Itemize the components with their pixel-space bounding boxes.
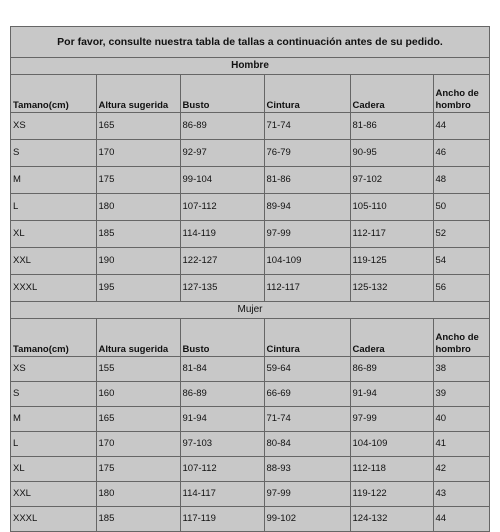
table-cell: 80-84 — [264, 432, 350, 457]
table-mujer — [11, 319, 489, 531]
size-chart — [10, 26, 490, 532]
table-cell: XS — [11, 113, 96, 140]
table-cell: S — [11, 140, 96, 167]
table-cell: 165 — [96, 113, 180, 140]
table-cell: 42 — [433, 457, 489, 482]
column-header: Busto — [180, 319, 264, 357]
section-title-hombre: Hombre — [11, 58, 489, 75]
table-cell: 76-79 — [264, 140, 350, 167]
table-cell: 104-109 — [350, 432, 433, 457]
table-cell: 41 — [433, 432, 489, 457]
table-cell: 127-135 — [180, 275, 264, 302]
table-cell: 92-97 — [180, 140, 264, 167]
table-cell: XXXL — [11, 275, 96, 302]
table-cell: 155 — [96, 357, 180, 382]
table-row — [11, 432, 489, 457]
table-cell: 99-104 — [180, 167, 264, 194]
table-cell: 88-93 — [264, 457, 350, 482]
table-cell: L — [11, 194, 96, 221]
table-cell: 97-99 — [264, 482, 350, 507]
table-cell: XS — [11, 357, 96, 382]
table-cell: 180 — [96, 194, 180, 221]
table-cell: 125-132 — [350, 275, 433, 302]
table-row — [11, 382, 489, 407]
table-row — [11, 113, 489, 140]
table-cell: 170 — [96, 432, 180, 457]
table-cell: 117-119 — [180, 507, 264, 532]
table-cell: 71-74 — [264, 407, 350, 432]
table-cell: 105-110 — [350, 194, 433, 221]
table-row — [11, 194, 489, 221]
table-row — [11, 407, 489, 432]
table-cell: 46 — [433, 140, 489, 167]
table-cell: 185 — [96, 507, 180, 532]
table-cell: 97-103 — [180, 432, 264, 457]
table-row — [11, 482, 489, 507]
table-cell: 54 — [433, 248, 489, 275]
column-header: Tamano(cm) — [11, 319, 96, 357]
table-row — [11, 357, 489, 382]
table-row — [11, 221, 489, 248]
table-cell: 44 — [433, 113, 489, 140]
table-cell: L — [11, 432, 96, 457]
table-cell: 40 — [433, 407, 489, 432]
column-header: Tamano(cm) — [11, 75, 96, 113]
table-cell: XXL — [11, 248, 96, 275]
table-cell: 86-89 — [180, 382, 264, 407]
column-header: Cadera — [350, 319, 433, 357]
table-row — [11, 248, 489, 275]
table-cell: 56 — [433, 275, 489, 302]
table-cell: 122-127 — [180, 248, 264, 275]
table-cell: M — [11, 407, 96, 432]
table-cell: 112-117 — [264, 275, 350, 302]
table-cell: 59-64 — [264, 357, 350, 382]
table-cell: XL — [11, 221, 96, 248]
table-cell: 124-132 — [350, 507, 433, 532]
table-cell: 114-119 — [180, 221, 264, 248]
column-header: Altura sugerida — [96, 75, 180, 113]
table-header-row — [11, 319, 489, 357]
table-cell: 89-94 — [264, 194, 350, 221]
table-cell: 175 — [96, 457, 180, 482]
table-cell: 91-94 — [350, 382, 433, 407]
table-cell: 52 — [433, 221, 489, 248]
table-cell: 185 — [96, 221, 180, 248]
table-cell: 112-118 — [350, 457, 433, 482]
table-cell: M — [11, 167, 96, 194]
table-cell: 86-89 — [350, 357, 433, 382]
column-header: Cintura — [264, 75, 350, 113]
table-cell: 50 — [433, 194, 489, 221]
column-header: Altura sugerida — [96, 319, 180, 357]
table-row — [11, 507, 489, 532]
section-title-mujer: Mujer — [11, 301, 489, 319]
table-cell: 86-89 — [180, 113, 264, 140]
table-cell: 44 — [433, 507, 489, 532]
column-header: Ancho de hombro — [433, 319, 489, 357]
table-cell: 107-112 — [180, 457, 264, 482]
table-row — [11, 167, 489, 194]
notice-text: Por favor, consulte nuestra tabla de tallas a continuación antes de su pedido. — [11, 27, 489, 58]
table-cell: XXL — [11, 482, 96, 507]
table-cell: 39 — [433, 382, 489, 407]
table-cell: 180 — [96, 482, 180, 507]
table-row — [11, 140, 489, 167]
table-row — [11, 457, 489, 482]
table-cell: 170 — [96, 140, 180, 167]
table-cell: 48 — [433, 167, 489, 194]
table-cell: 97-99 — [350, 407, 433, 432]
column-header: Busto — [180, 75, 264, 113]
table-cell: XL — [11, 457, 96, 482]
table-cell: 71-74 — [264, 113, 350, 140]
table-cell: 81-84 — [180, 357, 264, 382]
table-cell: 107-112 — [180, 194, 264, 221]
table-cell: 90-95 — [350, 140, 433, 167]
table-cell: 38 — [433, 357, 489, 382]
table-cell: 81-86 — [350, 113, 433, 140]
table-cell: 165 — [96, 407, 180, 432]
table-cell: 66-69 — [264, 382, 350, 407]
table-cell: S — [11, 382, 96, 407]
table-cell: 97-99 — [264, 221, 350, 248]
table-cell: 43 — [433, 482, 489, 507]
table-hombre — [11, 75, 489, 301]
table-cell: 119-125 — [350, 248, 433, 275]
table-row — [11, 275, 489, 302]
table-header-row — [11, 75, 489, 113]
table-cell: 175 — [96, 167, 180, 194]
column-header: Cadera — [350, 75, 433, 113]
table-cell: 104-109 — [264, 248, 350, 275]
table-cell: 160 — [96, 382, 180, 407]
table-cell: 114-117 — [180, 482, 264, 507]
table-cell: 99-102 — [264, 507, 350, 532]
table-cell: 97-102 — [350, 167, 433, 194]
table-cell: 190 — [96, 248, 180, 275]
table-cell: XXXL — [11, 507, 96, 532]
table-cell: 91-94 — [180, 407, 264, 432]
column-header: Ancho de hombro — [433, 75, 489, 113]
table-cell: 81-86 — [264, 167, 350, 194]
column-header: Cintura — [264, 319, 350, 357]
table-cell: 119-122 — [350, 482, 433, 507]
table-cell: 112-117 — [350, 221, 433, 248]
table-cell: 195 — [96, 275, 180, 302]
